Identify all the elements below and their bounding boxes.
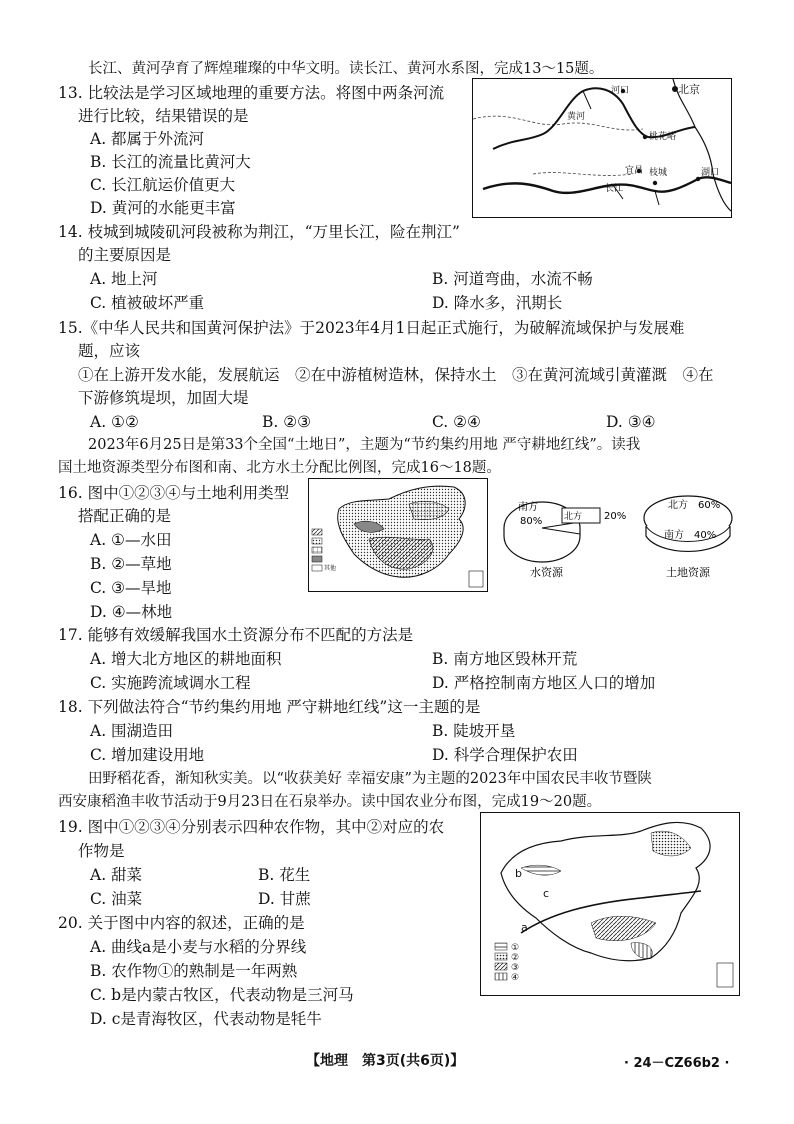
- section-intro-agriculture-cont: 西安康稻渔丰收节活动于9月23日在石泉举办。读中国农业分布图，完成19～20题。: [58, 794, 602, 810]
- q15-option-c[interactable]: C. ②④: [432, 413, 481, 431]
- land-south-pct: 40%: [694, 530, 717, 541]
- q13-option-b[interactable]: B. 长江的流量比黄河大: [90, 153, 251, 171]
- q15-option-b[interactable]: B. ②③: [262, 413, 312, 431]
- q13-option-c[interactable]: C. 长江航运价值更大: [90, 176, 236, 194]
- agriculture-map: [480, 812, 740, 996]
- q18-option-b[interactable]: B. 陡坡开垦: [432, 722, 516, 740]
- land-north-pct: 60%: [698, 500, 721, 511]
- q15-option-a[interactable]: A. ①②: [90, 413, 139, 431]
- q18-option-a[interactable]: A. 围湖造田: [90, 722, 174, 740]
- section-intro-land: 2023年6月25日是第33个全国“土地日”，主题为“节约集约用地 严守耕地红线”。读我: [88, 437, 641, 453]
- q19-option-d[interactable]: D. 甘蔗: [258, 890, 311, 908]
- land-title: 土地资源: [666, 566, 710, 579]
- q18-option-d[interactable]: D. 科学合理保护农田: [432, 746, 578, 764]
- label-beijing: 北京: [678, 83, 700, 96]
- q14-stem: 14. 枝城到城陵矶河段被称为荆江，“万里长江，险在荆江”: [58, 223, 460, 241]
- q16-option-c[interactable]: C. ③—旱地: [90, 579, 172, 597]
- q16-option-d[interactable]: D. ④—林地: [90, 603, 173, 621]
- q19-option-a[interactable]: A. 甜菜: [90, 866, 143, 884]
- label-yichang: 宜昌: [625, 166, 644, 176]
- legend-3: ③: [511, 963, 520, 973]
- q13-stem: 13. 比较法是学习区域地理的重要方法。将图中两条河流: [58, 84, 445, 102]
- q19-stem: 19. 图中①②③④分别表示四种农作物，其中②对应的农: [58, 818, 445, 836]
- label-changjiang: 长江: [605, 184, 624, 194]
- q16-option-b[interactable]: B. ②—草地: [90, 555, 172, 573]
- q14-option-c[interactable]: C. 植被破坏严重: [90, 294, 205, 312]
- land-south-label: 南方: [664, 530, 684, 541]
- label-zhicheng: 枝城: [649, 168, 668, 178]
- legend-1: ①: [511, 943, 520, 953]
- land-north-label: 北方: [668, 500, 688, 511]
- river-system-map: [472, 78, 732, 218]
- q16-stem: 16. 图中①②③④与土地利用类型: [58, 484, 290, 502]
- section-intro-agriculture: 田野稻花香，渐知秋实美。以“收获美好 幸福安康”为主题的2023年中国农民丰收节暨陕: [88, 771, 652, 787]
- water-north-pct: 20%: [604, 511, 627, 522]
- q17-option-d[interactable]: D. 严格控制南方地区人口的增加: [432, 674, 656, 692]
- q15-stem: 15.《中华人民共和国黄河保护法》于2023年4月1日起正式施行，为破解流域保护与发展难: [58, 319, 685, 337]
- q16-stem-cont: 搭配正确的是: [78, 507, 172, 525]
- page-footer-center: 【地理 第3页(共6页)】: [306, 1053, 465, 1069]
- q20-option-b[interactable]: B. 农作物①的熟制是一年两熟: [90, 962, 298, 980]
- q20-option-c[interactable]: C. b是内蒙古牧区，代表动物是三河马: [90, 986, 354, 1004]
- water-north-label: 北方: [564, 512, 583, 522]
- q17-stem: 17. 能够有效缓解我国水土资源分布不匹配的方法是: [58, 626, 414, 644]
- label-hukou: 湖口: [701, 168, 720, 178]
- page-footer-code: · 24－CZ66b2 ·: [624, 1056, 730, 1071]
- pies-graphic: [500, 478, 740, 590]
- water-title: 水资源: [530, 566, 563, 579]
- legend-4: ④: [511, 973, 520, 983]
- q18-option-c[interactable]: C. 增加建设用地: [90, 746, 205, 764]
- label-huanghe: 黄河: [567, 112, 586, 122]
- q14-option-d[interactable]: D. 降水多，汛期长: [432, 294, 563, 312]
- agri-map-graphic: [481, 813, 739, 995]
- legend-other: 其他: [324, 565, 337, 572]
- q15-statements: ①在上游开发水能，发展航运 ②在中游植树造林，保持水土 ③在黄河流域引黄灌溉 ④在: [78, 366, 714, 384]
- q20-option-d[interactable]: D. c是青海牧区，代表动物是牦牛: [90, 1010, 322, 1028]
- label-hekou: 河口: [611, 86, 630, 96]
- q14-option-a[interactable]: A. 地上河: [90, 270, 158, 288]
- section-intro-rivers: 长江、黄河孕育了辉煌璀璨的中华文明。读长江、黄河水系图，完成13～15题。: [88, 61, 604, 77]
- q17-option-a[interactable]: A. 增大北方地区的耕地面积: [90, 650, 282, 668]
- section-intro-land-cont: 国土地资源类型分布图和南、北方水土分配比例图，完成16～18题。: [58, 460, 501, 476]
- label-c: c: [543, 887, 550, 900]
- q19-stem-cont: 作物是: [78, 842, 125, 860]
- q18-stem: 18. 下列做法符合“节约集约用地 严守耕地红线”这一主题的是: [58, 698, 481, 716]
- legend-2: ②: [511, 953, 520, 963]
- q15-option-d[interactable]: D. ③④: [606, 413, 656, 431]
- land-map-graphic: [309, 479, 487, 591]
- label-b: b: [515, 867, 522, 880]
- q14-option-b[interactable]: B. 河道弯曲，水流不畅: [432, 270, 593, 288]
- q17-option-b[interactable]: B. 南方地区毁林开荒: [432, 650, 578, 668]
- q13-stem-cont: 进行比较，结果错误的是: [78, 107, 249, 125]
- water-south-pct: 80%: [520, 516, 543, 527]
- label-a: a: [521, 921, 528, 934]
- q19-option-c[interactable]: C. 油菜: [90, 890, 143, 908]
- water-south-label: 南方: [518, 502, 538, 513]
- river-map-graphic: [473, 79, 731, 217]
- q15-stem-cont: 题，应该: [78, 342, 141, 360]
- q17-option-c[interactable]: C. 实施跨流域调水工程: [90, 674, 251, 692]
- q14-stem-cont: 的主要原因是: [78, 246, 172, 264]
- q13-option-d[interactable]: D. 黄河的水能更丰富: [90, 199, 236, 217]
- q19-option-b[interactable]: B. 花生: [258, 866, 311, 884]
- q16-option-a[interactable]: A. ①—水田: [90, 531, 172, 549]
- q13-option-a[interactable]: A. 都属于外流河: [90, 130, 205, 148]
- water-land-pies: [500, 478, 740, 590]
- land-resource-map: [308, 478, 488, 592]
- label-taohuayu: 桃花峪: [649, 132, 677, 142]
- q20-option-a[interactable]: A. 曲线a是小麦与水稻的分界线: [90, 938, 307, 956]
- q15-statements-cont: 下游修筑堤坝，加固大堤: [78, 389, 249, 407]
- q20-stem: 20. 关于图中内容的叙述，正确的是: [58, 914, 305, 932]
